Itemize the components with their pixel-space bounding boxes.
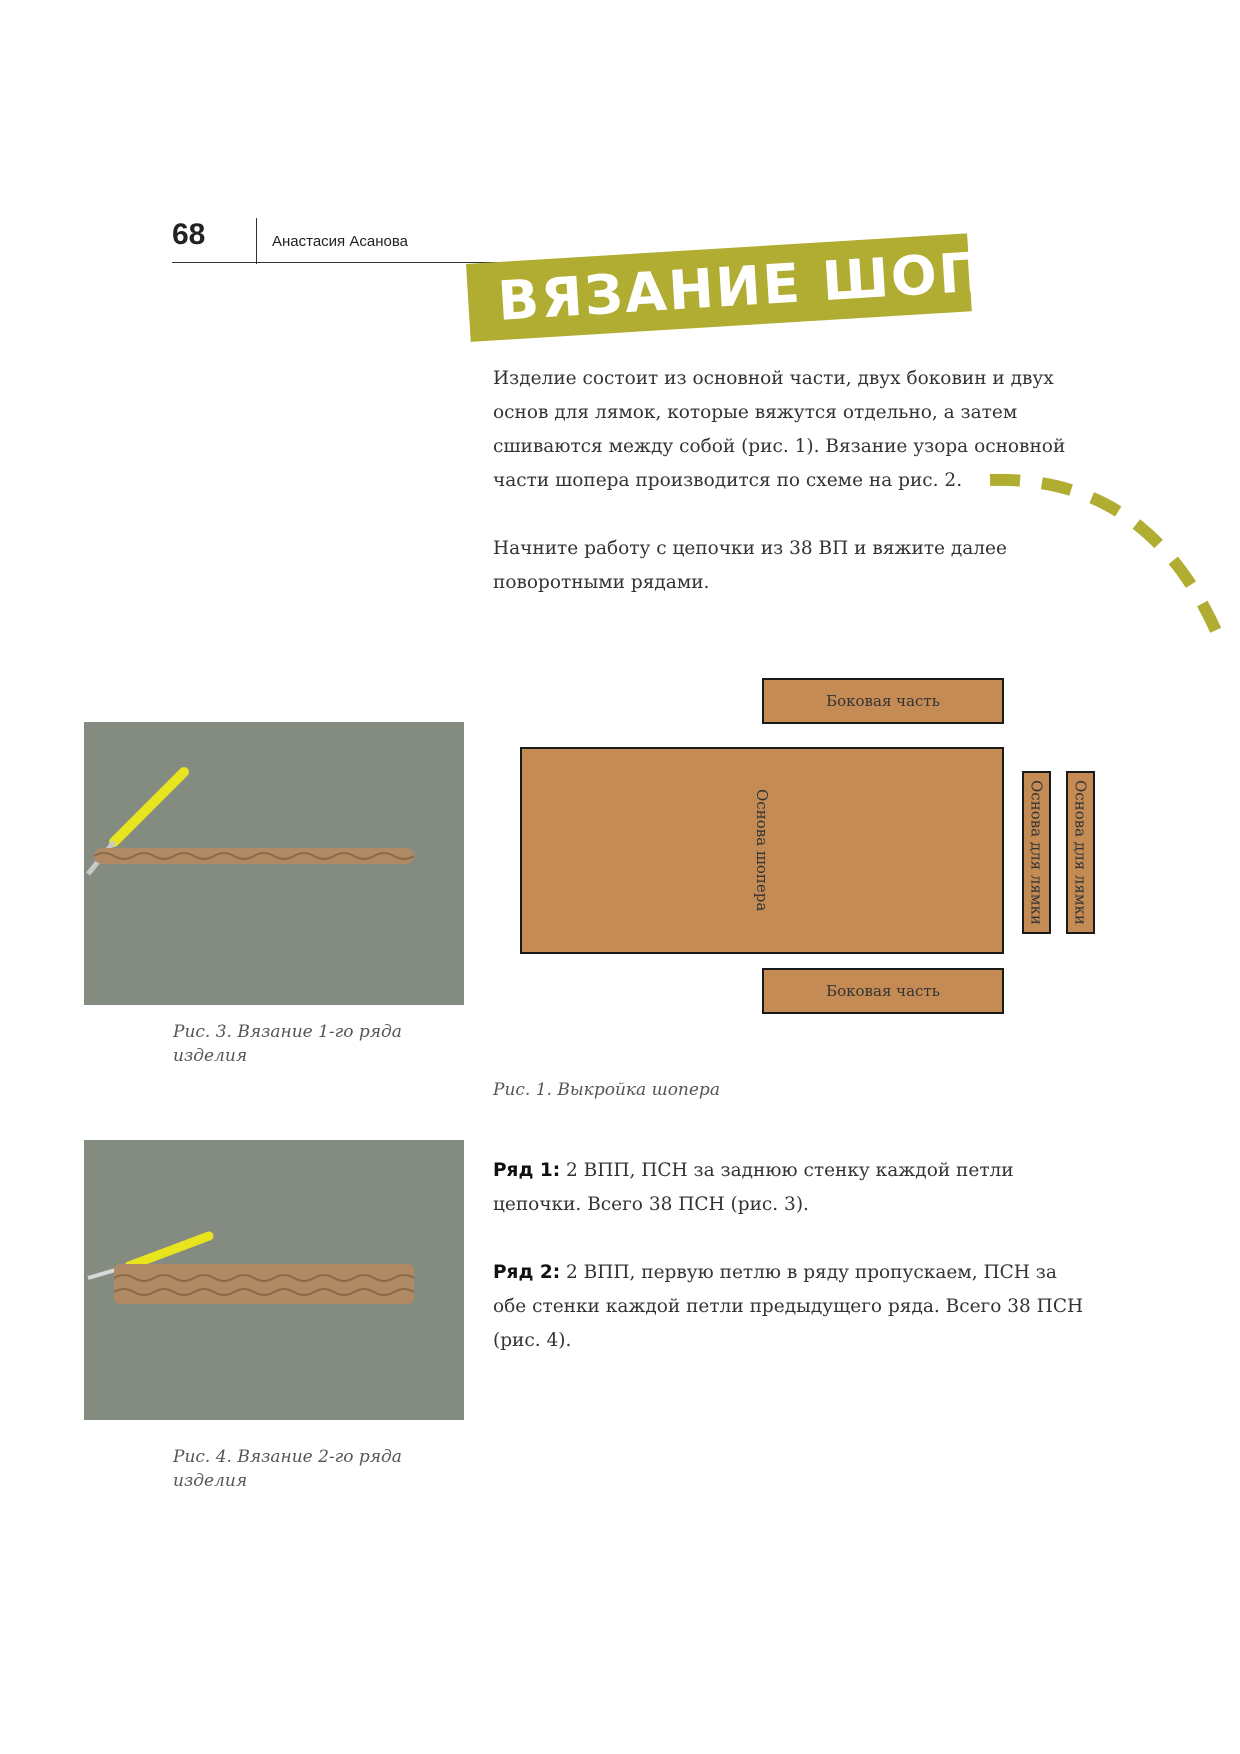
decorative-dashed-arc xyxy=(980,470,1240,650)
strap-base-2-label: Основа для лямки xyxy=(1071,780,1090,925)
row-2-text: 2 ВПП, первую петлю в ряду пропускаем, ПСН за обе стенки каждой петли предыдущего ряда. Всего 38 ПСН (рис. 4). xyxy=(493,1262,1084,1351)
photo-row2-knitting xyxy=(84,1140,464,1420)
row-2-instruction xyxy=(493,1256,1093,1358)
header-divider xyxy=(256,218,257,264)
main-part-label: Основа шопера xyxy=(753,789,771,912)
strap-base-1 xyxy=(1022,771,1051,934)
diagram-caption: Рис. 1. Выкройка шопера xyxy=(493,1080,720,1100)
side-part-bottom-label: Боковая часть xyxy=(826,982,940,1000)
author-name: Анастасия Асанова xyxy=(272,233,408,250)
side-part-top-label: Боковая часть xyxy=(826,692,940,710)
photo4-caption: Рис. 4. Вязание 2-го ряда изделия xyxy=(173,1447,402,1491)
crochet-hook-icon xyxy=(84,1140,464,1420)
main-part xyxy=(520,747,1004,954)
section-title: ВЯЗАНИЕ ШОПЕРА xyxy=(496,232,1112,333)
row-1-label: Ряд 1: xyxy=(493,1160,561,1181)
intro-paragraph-2: Начните работу с цепочки из 38 ВП и вяжите далее поворотными рядами. xyxy=(493,538,1007,593)
row-2-label: Ряд 2: xyxy=(493,1262,561,1283)
photo-row1-knitting xyxy=(84,722,464,1005)
side-part-top xyxy=(762,678,1004,724)
intro-paragraph: Изделие состоит из основной части, двух боковин и двух основ для лямок, которые вяжутся отдельно, а затем сшиваются между собой (рис. 1). Вязание узора основной части шопера производится по схеме на рис. 2. xyxy=(493,368,1066,491)
crochet-hook-icon xyxy=(84,722,464,1005)
photo3-caption: Рис. 3. Вязание 1-го ряда изделия xyxy=(173,1022,402,1066)
side-part-bottom xyxy=(762,968,1004,1014)
page-number: 68 xyxy=(172,218,206,251)
strap-base-2 xyxy=(1066,771,1095,934)
row-1-instruction xyxy=(493,1154,1093,1222)
strap-base-1-label: Основа для лямки xyxy=(1027,780,1046,925)
row-1-text: 2 ВПП, ПСН за заднюю стенку каждой петли цепочки. Всего 38 ПСН (рис. 3). xyxy=(493,1160,1014,1215)
